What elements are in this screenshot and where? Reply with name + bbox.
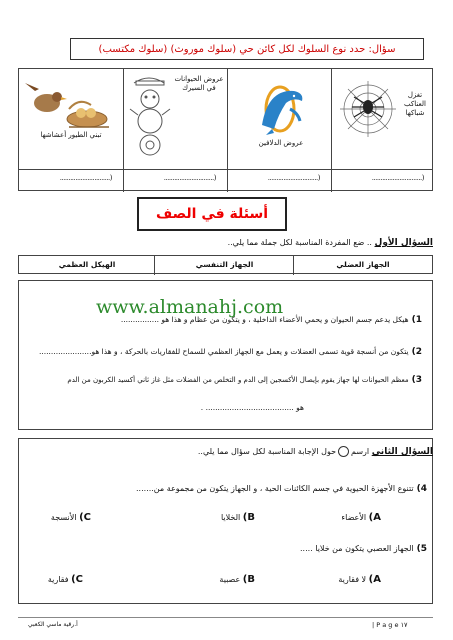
caption-spider: تغزل العناكب شباكها [404,91,426,117]
caption-circus: عروض الحيوانات في السيرك [174,75,224,92]
question-4: 4)تتنوع الأجهزة الحيوية في جسم الكائنات الحية ، و الجهاز يتكون من مجموعة من....... [135,484,427,494]
circle-icon [338,446,349,457]
answer-blank-birds[interactable]: (............................. [59,174,112,182]
question1-heading [228,238,433,248]
answer-row [19,169,432,192]
dolphin-image [228,69,332,169]
question-banner: سؤال: حدد نوع السلوك لكل كائن حي (سلوك موروث) (سلوك مكتسب) [70,38,424,60]
picture-cell-circus [123,69,227,169]
q5-option-c[interactable]: C) فقارية [47,574,83,585]
picture-cell-birds [19,69,123,169]
sentence-3-continued: هو ..................................... . [200,403,304,412]
term-skeleton: الهيكل العظمي [58,260,116,269]
word-bank [18,255,433,274]
picture-table [18,68,433,191]
question2-label: السؤال الثاني [371,447,433,457]
section-title: أسئلة في الصف [137,197,287,231]
footer-divider [18,617,433,618]
sentence-2: 2)يتكون من أنسجة قوية تسمى العضلات و يعمل مع الجهاز العظمي للسماح للفقاريات بالحركة ، و هذا هو...................... [39,347,422,357]
q5-option-b[interactable]: B) عصبية [219,574,255,585]
term-muscular: الجهاز العضلي [293,256,432,275]
answer-blank-circus[interactable]: (............................. [163,174,216,182]
question2-heading: السؤال الثاني ارسمحول الإجابة المناسبة لكل سؤال مما يلي.. [197,447,433,457]
q4-option-c[interactable]: C) الأنسجة [50,512,91,523]
answer-blank-spider[interactable]: (............................. [371,174,424,182]
birds-nest-image [19,69,123,169]
caption-dolphin: عروض الدلافين [258,139,304,147]
spider-web-image [332,69,435,169]
sentence-3: 3)معظم الحيوانات لها جهاز يقوم بإيصال الأكسجين إلى الدم و التخلص من الفضلات مثل غاز ثاني أكسيد الكربون من الدم [67,375,422,385]
question1-label: السؤال الأول [374,238,433,248]
picture-cell-spider [331,69,434,169]
footer-author: أ.رقية ماسي الكعبي [28,621,78,628]
question-5: 5)الجهاز العصبي يتكون من خلايا ..... [300,544,427,554]
footer-page-number: | P a g e ١٧ [372,621,408,629]
sentence-1: 1)هيكل يدعم جسم الحيوان و يحمي الأعضاء الداخلية ، و يتكون من عظام و هذا هو ................ [120,315,422,325]
term-respiratory: الجهاز التنفسي [154,256,294,275]
watermark: www.almanahj.com [96,296,284,318]
answer-blank-dolphin[interactable]: (............................. [267,174,320,182]
caption-birds: تبني الطيور أعشاشها [40,131,102,139]
q4-option-a[interactable]: A) الأعضاء [341,512,381,523]
q4-option-b[interactable]: B) الخلايا [220,512,255,523]
picture-cell-dolphin [227,69,331,169]
q5-option-a[interactable]: A) لا فقارية [338,574,381,585]
question1-instruction: .. ضع المفردة المناسبة لكل جملة مما يلي.. [227,238,372,247]
